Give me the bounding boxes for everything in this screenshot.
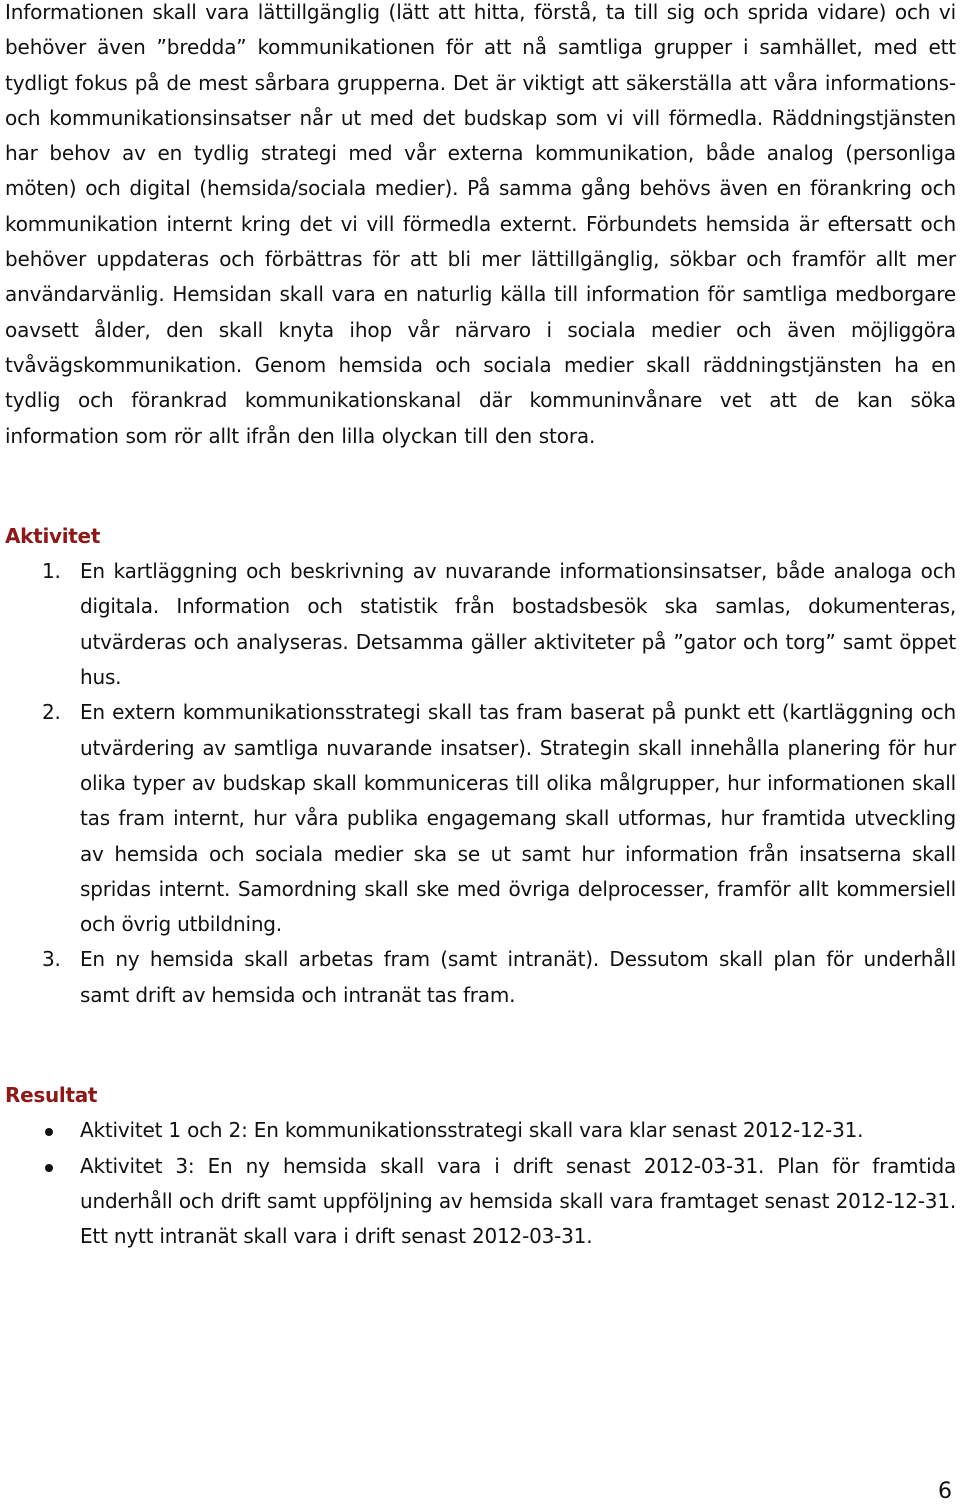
list-item-number: 1. — [42, 559, 61, 584]
bullet-icon — [45, 1164, 53, 1172]
intro-sentence: Hemsidan skall vara en naturlig källa till information för samtliga medborgare oavsett ålder, den skall knyta ihop vår närvaro i sociala medier och även möjliggöra tvåvägskommunikation. — [5, 282, 956, 377]
list-item-text: En kartläggning och beskrivning av nuvarande informationsinsatser, både analoga och digitala. Information och statistik från bostadsbesök ska samlas, dokumenteras, utvärderas och analyseras. Detsamma gäller aktiviteter på ”gator och torg” samt öppet hus. — [80, 559, 956, 690]
aktivitet-heading: Aktivitet — [5, 523, 101, 548]
list-item-text: En extern kommunikationsstrategi skall tas fram baserat på punkt ett (kartläggning och utvärdering av samtliga nuvarande insatser). Strategin skall innehålla planering för hur olika typer av budskap skall kommuniceras till olika målgrupper, hur informationen skall tas fram internt, hur våra publika engagemang skall utformas, hur framtida utveckling av hemsida och sociala medier ska se ut samt hur information från insatserna skall spridas internt. Samordning skall ske med övriga delprocesser, framför allt kommersiell och övrig utbildning. — [80, 700, 956, 937]
list-item-number: 2. — [42, 700, 61, 725]
intro-sentence: Förbundets hemsida är eftersatt och behöver uppdateras och förbättras för att bli mer lättillgänglig, sökbar och framför allt mer användarvänlig. — [5, 211, 956, 307]
intro-sentence: Det är viktigt att säkerställa att våra informations- och kommunikationsinsatser når ut med det budskap som vi vill förmedla. — [5, 70, 957, 130]
aktivitet-list — [5, 554, 956, 1013]
page-number: 6 — [938, 1479, 952, 1504]
list-item — [5, 1113, 956, 1148]
resultat-list — [5, 1113, 956, 1254]
list-item — [5, 554, 956, 695]
intro-sentence: Informationen skall vara lättillgänglig (lätt att hitta, förstå, ta till sig och sprida vidare) och vi behöver även ”bredda” kommunikationen för att nå samtliga grupper i samhället, med ett tydligt fokus på de mest sårbara grupperna. — [5, 0, 956, 95]
list-item — [5, 942, 956, 1013]
bullet-icon — [45, 1128, 53, 1136]
intro-sentence: Genom hemsida och sociala medier skall räddningstjänsten ha en tydlig och förankrad kommunikationskanal där kommuninvånare vet att de kan söka information som rör allt ifrån den lilla olyckan till den stora. — [5, 352, 956, 448]
intro-sentence: På samma gång behövs även en förankring och kommunikation internt kring det vi vill förmedla externt. — [5, 176, 956, 236]
intro-sentence: Räddningstjänsten har behov av en tydlig strategi med vår externa kommunikation, både analog (personliga möten) och digital (hemsida/sociala medier). — [5, 105, 957, 201]
list-item-number: 3. — [42, 947, 61, 972]
list-item-text: Aktivitet 3: En ny hemsida skall vara i drift senast 2012-03-31. Plan för framtida underhåll och drift samt uppföljning av hemsida skall vara framtaget senast 2012-12-31. Ett nytt intranät skall vara i drift senast 2012-03-31. — [80, 1153, 956, 1249]
list-item-text: Aktivitet 1 och 2: En kommunikationsstrategi skall vara klar senast 2012-12-31. — [80, 1118, 864, 1143]
list-item — [5, 1149, 956, 1255]
list-item-text: En ny hemsida skall arbetas fram (samt intranät). Dessutom skall plan för underhåll samt drift av hemsida och intranät tas fram. — [80, 947, 956, 1007]
resultat-heading: Resultat — [5, 1083, 98, 1108]
list-item — [5, 695, 956, 942]
document-page — [5, 0, 956, 1508]
intro-paragraph — [5, 0, 956, 454]
